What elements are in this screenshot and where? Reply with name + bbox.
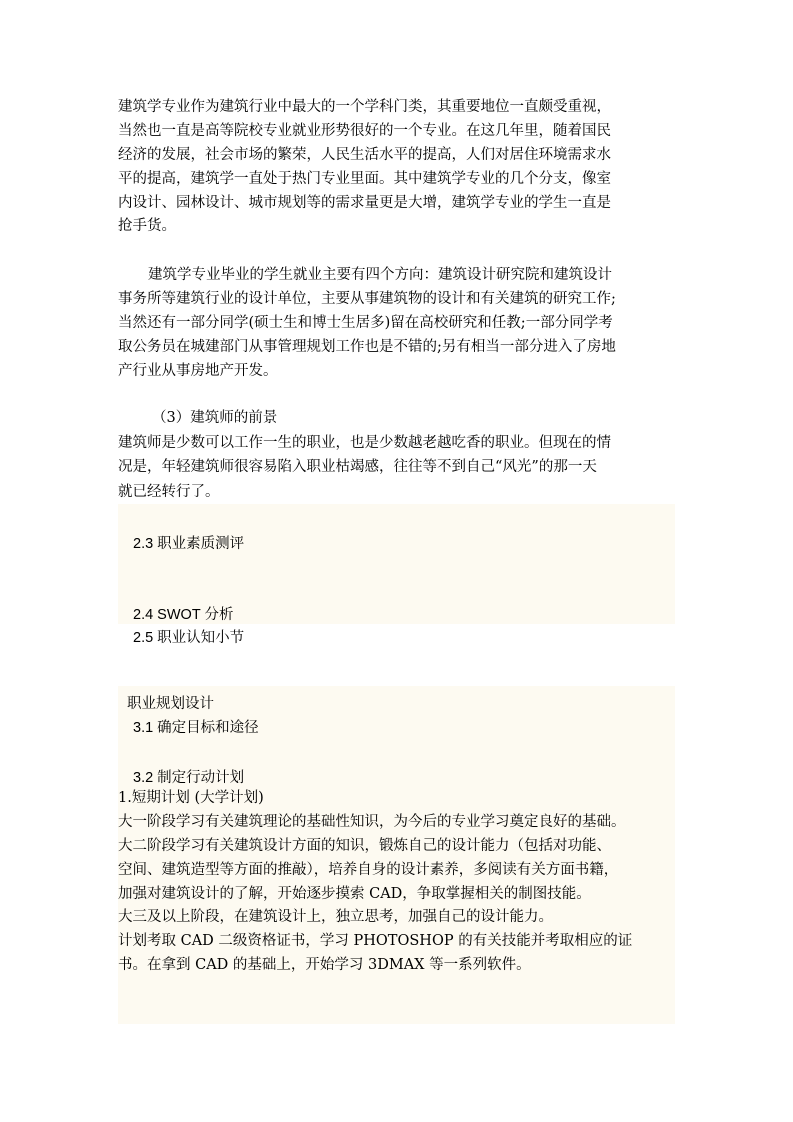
section-3 xyxy=(118,406,611,504)
text-line: 当然也一直是高等院校专业就业形势很好的一个专业。在这几年里，随着国民 xyxy=(118,122,611,139)
heading-3-1: 3.1 确定目标和途径 xyxy=(133,720,259,736)
text-line: 计划考取 CAD 二级资格证书，学习 PHOTOSHOP 的有关技能并考取相应的证 xyxy=(118,933,633,950)
text-line: 建筑师是少数可以工作一生的职业，也是少数越老越吃香的职业。但现在的情 xyxy=(118,434,611,451)
text-line: 况是，年轻建筑师很容易陷入职业枯竭感，往往等不到自己“风光”的那一天 xyxy=(118,459,597,475)
plan-block xyxy=(118,787,632,978)
text-line: 经济的发展，社会市场的繁荣，人民生活水平的提高，人们对居住环境需求水 xyxy=(118,146,611,163)
text-line: 就已经转行了。 xyxy=(118,483,220,500)
text-line: 加强对建筑设计的了解，开始逐步摸索 CAD，争取掌握相关的制图技能。 xyxy=(118,885,591,902)
text-line: 大三及以上阶段，在建筑设计上，独立思考，加强自己的设计能力。 xyxy=(118,909,553,926)
paragraph-1 xyxy=(118,96,611,239)
text-line: 书。在拿到 CAD 的基础上，开始学习 3DMAX 等一系列软件。 xyxy=(118,957,531,974)
heading-2-5: 2.5 职业认知小节 xyxy=(133,630,245,646)
heading-career-design: 职业规划设计 xyxy=(127,696,214,712)
heading-2-4: 2.4 SWOT 分析 xyxy=(133,607,234,623)
text-line: 产行业从事房地产开发。 xyxy=(118,362,278,379)
text-line: 大一阶段学习有关建筑理论的基础性知识，为今后的专业学习奠定良好的基础。 xyxy=(118,813,626,830)
text-line: 当然还有一部分同学(硕士生和博士生居多)留在高校研究和任教;一部分同学考 xyxy=(118,314,613,331)
text-line: 内设计、园林设计、城市规划等的需求量更是大增，建筑学专业的学生一直是 xyxy=(118,194,611,211)
section-heading: （3）建筑师的前景 xyxy=(152,410,278,426)
text-line: 建筑学专业毕业的学生就业主要有四个方向：建筑设计研究院和建筑设计 xyxy=(148,267,612,283)
text-line: 抢手货。 xyxy=(118,218,176,235)
text-line: 取公务员在城建部门从事管理规划工作也是不错的;另有相当一部分进入了房地 xyxy=(118,338,616,355)
heading-3-2: 3.2 制定行动计划 xyxy=(133,770,245,786)
text-line: 空间、建筑造型等方面的推敲），培养自身的设计素养，多阅读有关方面书籍， xyxy=(118,861,619,878)
paragraph-2 xyxy=(118,264,616,383)
text-line: 事务所等建筑行业的设计单位，主要从事建筑物的设计和有关建筑的研究工作; xyxy=(118,290,616,307)
heading-2-3: 2.3 职业素质测评 xyxy=(133,536,245,552)
text-line: 建筑学专业作为建筑行业中最大的一个学科门类，其重要地位一直颇受重视， xyxy=(118,99,611,115)
plan-heading: 1.短期计划 (大学计划) xyxy=(118,790,264,806)
text-line: 大二阶段学习有关建筑设计方面的知识，锻炼自己的设计能力（包括对功能、 xyxy=(118,837,611,854)
text-line: 平的提高，建筑学一直处于热门专业里面。其中建筑学专业的几个分支，像室 xyxy=(118,170,611,187)
